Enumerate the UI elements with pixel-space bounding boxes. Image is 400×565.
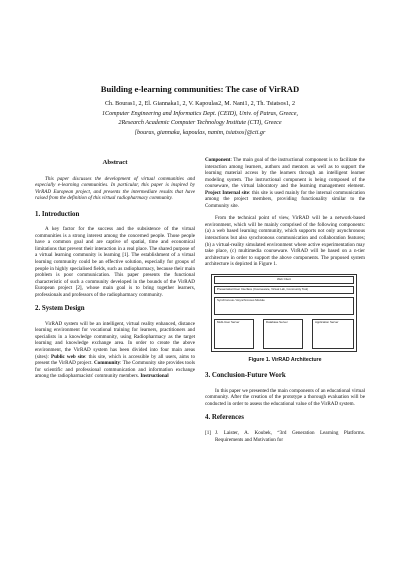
design-paragraph-1: VirRAD system will be an intelligent, virtual reality enhanced, distance learning environment for vocational training for learners, practitioners and specialists in a knowledge community, using Radiopharmacy as the target learning and knowledge exchange area. In order to create the above environment, the VirRAD system has been divided into four main areas (sites): Public web site: this site, which is accessible by all users, aims to present the VirRAD project. Community: The Community site provides tools for scientific and professional communication and information exchange among the radiopharmacists' community members. Instructional <box>35 320 196 380</box>
section-heading-references: 4. References <box>205 414 244 422</box>
affiliation-2: 2Research Academic Computer Technology Institute (CTI), Greece <box>118 120 282 126</box>
paper-title: Building e-learning communities: The case of VirRAD <box>100 84 300 94</box>
left-column <box>35 158 195 386</box>
section-heading-introduction: 1. Introduction <box>35 210 80 218</box>
figure-box-database-server: Database Server <box>263 319 303 349</box>
figure-box-web-client: Web Client <box>214 276 354 284</box>
figure-box-presentation: Presentation/User Interface (Courseware, Virtual Lab, Community Tool) <box>214 286 354 294</box>
figure-box-application-server: Application Server <box>312 319 354 349</box>
abstract-text: This paper discusses the development of virtual communities and especially e-learning communities. In particular, this paper is inspired by VirRAD European project, and presents the intermediate results that have raised from the definition of this virtual radiopharmacy community. <box>35 175 195 202</box>
figure-caption: Figure 1. VirRAD Architecture <box>248 356 322 363</box>
author-list: Ch. Bouras1, 2, El. Giannaka1, 2, V. Kapoulas2, M. Nani1, 2, Th. Tsiatsos1, 2 <box>104 101 296 107</box>
design-paragraph-3: From the technical point of view, VirRAD will be a network-based environment, which will be mainly comprised of the following components: (a) a web based learning community, which supports not only asynchronous interactions but also synchronous communication and collaboration features; (b) a virtual-reality simulated environment where active experimentation may take place, (c) multimedia courseware. VirRAD will be based on a n-tier architecture in order to support the above components. The proposed system architecture is depicted in Figure 1. <box>205 215 365 268</box>
reference-item: [1] J. Laister, A. Koubek, “3rd Generation Learning Platforms. Requirements and Motivation for <box>205 430 365 443</box>
figure-box-sync-async: Synchronous / Asynchronous Module <box>214 297 354 315</box>
architecture-figure <box>205 274 365 355</box>
intro-paragraph: A key factor for the success and the subsistence of the virtual communities is a strong interest among the concerned people. Those people have a common goal and are captive of spatial, time and economical limitations that prevent their interaction in a real place. The shared purpose of a virtual learning community is learning [1]. The establishment of a virtual learning community could be an effective solution, especially for groups of people in highly specialised fields, such as radiopharmacy, because their main problem is poor communication. This paper presents the functional characteristic of such a community developed in the bounds of the VirRAD European project [2], whose main goal is to bring together learners, professionals and professors of the radiopharmacy community. <box>35 226 195 298</box>
design-paragraph-2: Component: The main goal of the instructional component is to facilitate the interaction among learners, authors and mentors as well as to support the learning material access by the learners through an intelligent learner modeling system. The instructional component is being composed of the courseware, the virtual laboratory and the learning management element. Project Internal site: this site is used mainly for the internal communication among the project members, providing functionality similar to the Community site. <box>205 157 365 209</box>
section-heading-conclusion: 3. Conclusion-Future Work <box>205 372 286 380</box>
conclusion-paragraph: In this paper we presented the main components of an educational virtual community. After the creation of the prototype a thorough evaluation will be conducted in order to assess the educational value of the VirRAD system. <box>205 387 365 407</box>
author-emails: [bouras, giannaka, kapoulas, nanim, tsiatsos]@cti.gr <box>134 130 266 136</box>
affiliation-1: 1Computer Engineering and Informatics Dept. (CEID), Univ. of Patras, Greece, <box>102 111 298 117</box>
right-column <box>205 157 365 449</box>
abstract-heading: Abstract <box>102 159 128 166</box>
figure-box-multi-user-server: Multi-User Server <box>214 319 254 349</box>
section-heading-system-design: 2. System Design <box>35 305 85 313</box>
